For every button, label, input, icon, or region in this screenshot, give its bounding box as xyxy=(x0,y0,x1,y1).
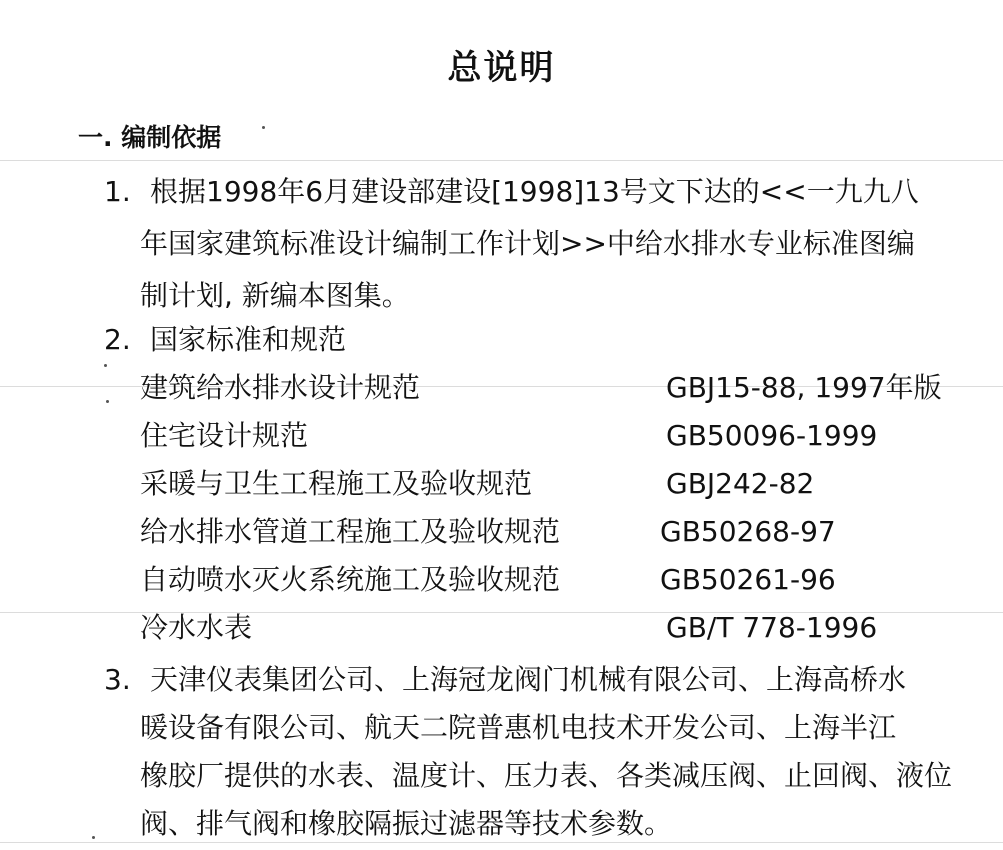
standard-name: 自动喷水灭火系统施工及验收规范 xyxy=(140,563,561,596)
standard-code: GB50261-96 xyxy=(660,563,836,596)
standard-code: GB50268-97 xyxy=(660,515,836,548)
item3-text-line: 橡胶厂提供的水表、温度计、压力表、各类减压阀、止回阀、液位 xyxy=(140,759,953,792)
standard-name: 给水排水管道工程施工及验收规范 xyxy=(140,515,561,548)
standard-code: GBJ242-82 xyxy=(666,467,815,500)
item3-text-line: 阀、排气阀和橡胶隔振过滤器等技术参数。 xyxy=(140,807,673,840)
standard-row xyxy=(140,460,980,508)
item1-number: 1. xyxy=(104,175,131,208)
item3-text-line: 天津仪表集团公司、上海冠龙阀门机械有限公司、上海高桥水 xyxy=(150,663,907,696)
item3-number: 3. xyxy=(104,663,131,696)
standard-name: 住宅设计规范 xyxy=(140,419,309,452)
item1-line-2 xyxy=(140,218,915,270)
standard-name: 采暖与卫生工程施工及验收规范 xyxy=(140,467,533,500)
item1-line-1 xyxy=(104,166,919,218)
scan-speck xyxy=(92,836,95,839)
item1-text-line: 根据1998年6月建设部建设[1998]13号文下达的<<一九九八 xyxy=(150,175,919,208)
standard-code: GB50096-1999 xyxy=(666,419,878,452)
standard-row xyxy=(140,412,980,460)
scan-line xyxy=(0,160,1003,161)
item2-number: 2. xyxy=(104,323,131,356)
page-title: 总说明 xyxy=(447,48,556,88)
standard-row xyxy=(140,364,980,412)
standard-code: GBJ15-88, 1997年版 xyxy=(666,371,942,404)
standard-row xyxy=(140,604,980,652)
standard-name: 冷水水表 xyxy=(140,611,253,644)
standard-row xyxy=(140,556,980,604)
item2-heading-line xyxy=(104,314,346,366)
item3-line-3 xyxy=(140,750,952,802)
item1-text-line: 年国家建筑标准设计编制工作计划>>中给水排水专业标准图编 xyxy=(140,227,915,260)
scan-speck xyxy=(262,126,265,129)
item3-text-line: 暖设备有限公司、航天二院普惠机电技术开发公司、上海半江 xyxy=(140,711,897,744)
item3-line-4 xyxy=(140,798,672,850)
section-heading: 一. 编制依据 xyxy=(78,123,222,152)
item3-line-1 xyxy=(104,654,906,706)
item2-heading: 国家标准和规范 xyxy=(150,323,347,356)
standard-code: GB/T 778-1996 xyxy=(666,611,878,644)
item1-text-line: 制计划, 新编本图集。 xyxy=(140,279,410,312)
scan-speck xyxy=(106,400,109,403)
standard-row xyxy=(140,508,980,556)
standard-name: 建筑给水排水设计规范 xyxy=(140,371,421,404)
item3-line-2 xyxy=(140,702,896,754)
